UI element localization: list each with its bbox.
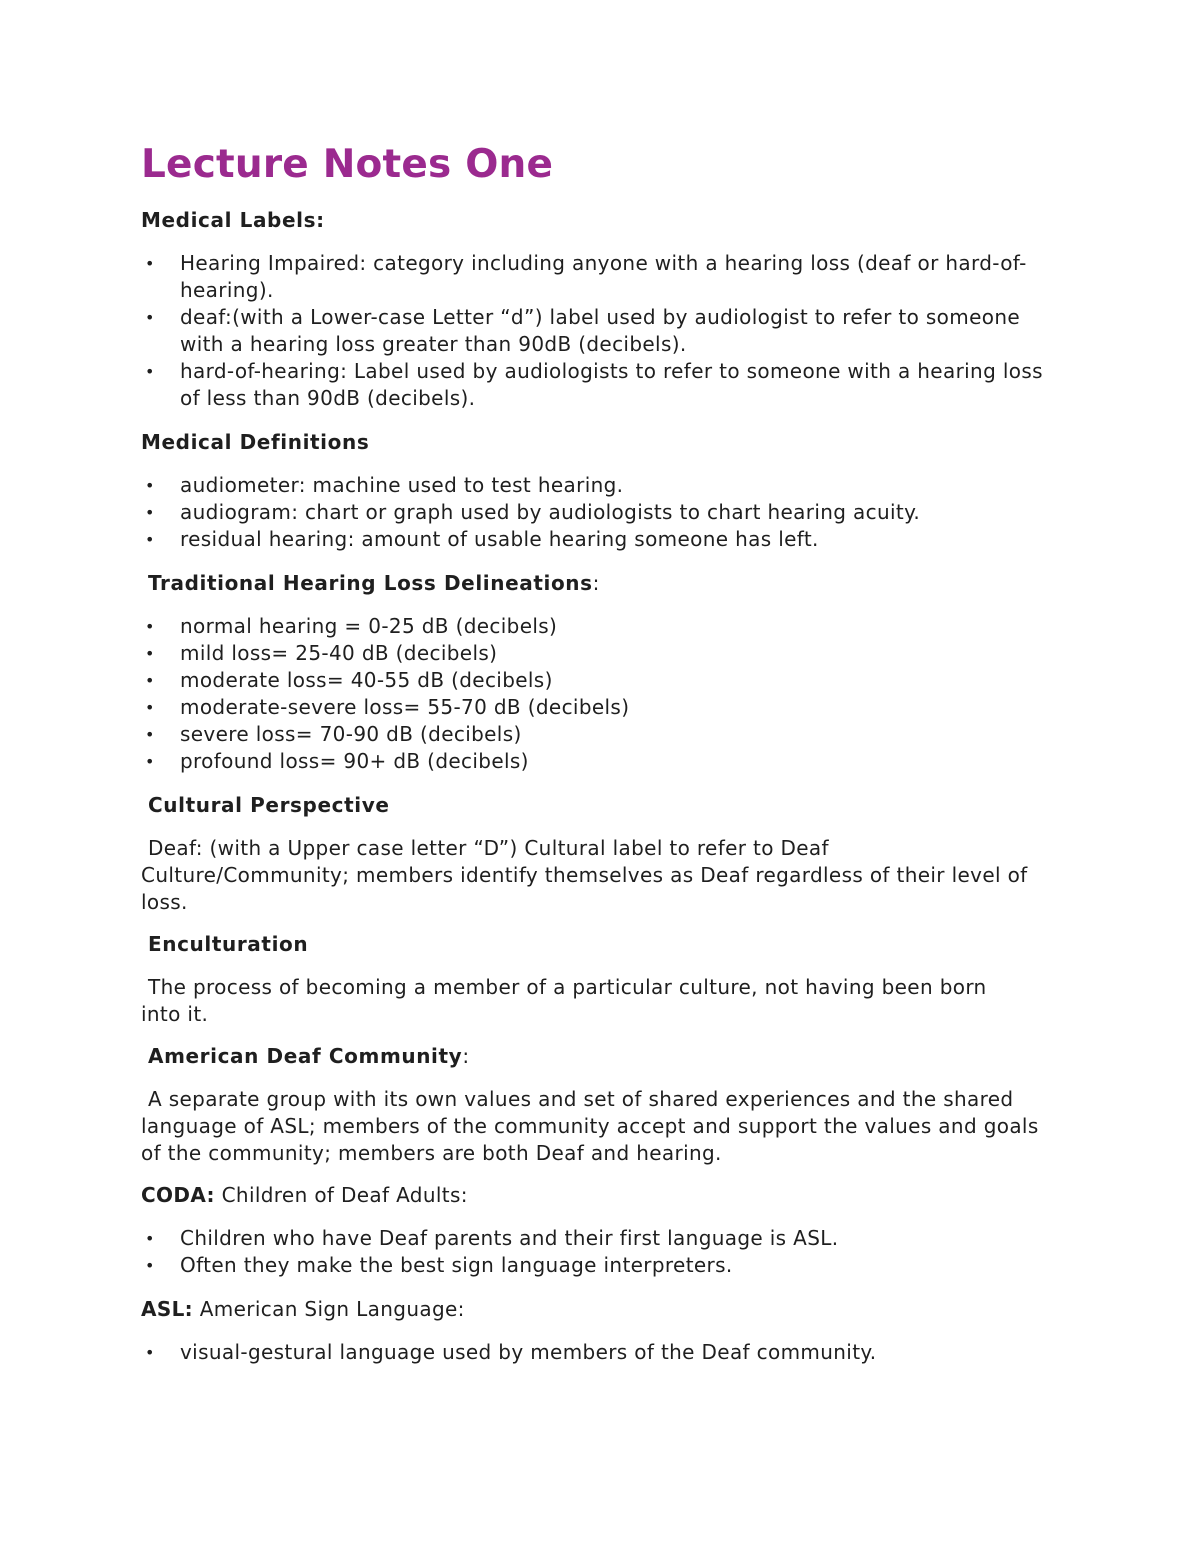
bullet-icon: • xyxy=(145,1343,155,1362)
medical-definitions-heading: Medical Definitions xyxy=(141,430,370,454)
asl-label: ASL: American Sign Language: xyxy=(141,1297,465,1321)
list-item: • moderate-severe loss= 55-70 dB (decibels) xyxy=(145,695,630,719)
list-item: • visual-gestural language used by members of the Deaf community. xyxy=(145,1340,877,1364)
medical-definitions-list xyxy=(141,472,1060,553)
list-item: • mild loss= 25-40 dB (decibels) xyxy=(145,641,498,665)
list-item: • deaf:(with a Lower-case Letter “d”) label used by audiologist to refer to someone with a hearing loss greater than 90dB (decibels). xyxy=(145,305,1020,356)
asl-list xyxy=(141,1339,1060,1366)
list-item: • normal hearing = 0-25 dB (decibels) xyxy=(145,614,558,638)
hearing-loss-delineations-list xyxy=(141,613,1060,775)
bullet-icon: • xyxy=(145,503,155,522)
bullet-icon: • xyxy=(145,644,155,663)
bullet-icon: • xyxy=(145,530,155,549)
list-item: • profound loss= 90+ dB (decibels) xyxy=(145,749,529,773)
bullet-icon: • xyxy=(145,362,155,381)
cultural-perspective-heading: Cultural Perspective xyxy=(148,793,390,817)
enculturation-heading: Enculturation xyxy=(148,932,309,956)
list-item: • severe loss= 70-90 dB (decibels) xyxy=(145,722,522,746)
list-item: • Often they make the best sign language interpreters. xyxy=(145,1253,733,1277)
bullet-icon: • xyxy=(145,1256,155,1275)
american-deaf-community-paragraph: A separate group with its own values and set of shared experiences and the shared language of ASL; members of the community accept and support the values and goals of the community; members are both Deaf and hearing. xyxy=(141,1087,1039,1165)
bullet-icon: • xyxy=(145,254,155,273)
list-item: • residual hearing: amount of usable hearing someone has left. xyxy=(145,527,819,551)
bullet-icon: • xyxy=(145,1229,155,1248)
page-title: Lecture Notes One xyxy=(141,142,554,187)
list-item: • audiogram: chart or graph used by audiologists to chart hearing acuity. xyxy=(145,500,921,524)
enculturation-paragraph: The process of becoming a member of a particular culture, not having been born into it. xyxy=(141,975,987,1026)
list-item: • hard-of-hearing: Label used by audiologists to refer to someone with a hearing loss of less than 90dB (decibels). xyxy=(145,359,1043,410)
list-item: • Hearing Impaired: category including anyone with a hearing loss (deaf or hard-of-hearing). xyxy=(145,251,1027,302)
bullet-icon: • xyxy=(145,752,155,771)
medical-labels-heading: Medical Labels: xyxy=(141,208,325,232)
list-item: • audiometer: machine used to test hearing. xyxy=(145,473,624,497)
bullet-icon: • xyxy=(145,698,155,717)
bullet-icon: • xyxy=(145,725,155,744)
bullet-icon: • xyxy=(145,476,155,495)
medical-labels-list xyxy=(141,250,1060,412)
american-deaf-community-heading: American Deaf Community: xyxy=(148,1044,470,1068)
bullet-icon: • xyxy=(145,617,155,636)
coda-label: CODA: Children of Deaf Adults: xyxy=(141,1183,468,1207)
cultural-perspective-paragraph: Deaf: (with a Upper case letter “D”) Cultural label to refer to Deaf Culture/Community; members identify themselves as Deaf regardless of their level of loss. xyxy=(141,836,1028,914)
traditional-delineations-heading: Traditional Hearing Loss Delineations: xyxy=(148,571,600,595)
list-item: • moderate loss= 40-55 dB (decibels) xyxy=(145,668,553,692)
list-item: • Children who have Deaf parents and their first language is ASL. xyxy=(145,1226,839,1250)
bullet-icon: • xyxy=(145,308,155,327)
coda-list xyxy=(141,1225,1060,1279)
bullet-icon: • xyxy=(145,671,155,690)
